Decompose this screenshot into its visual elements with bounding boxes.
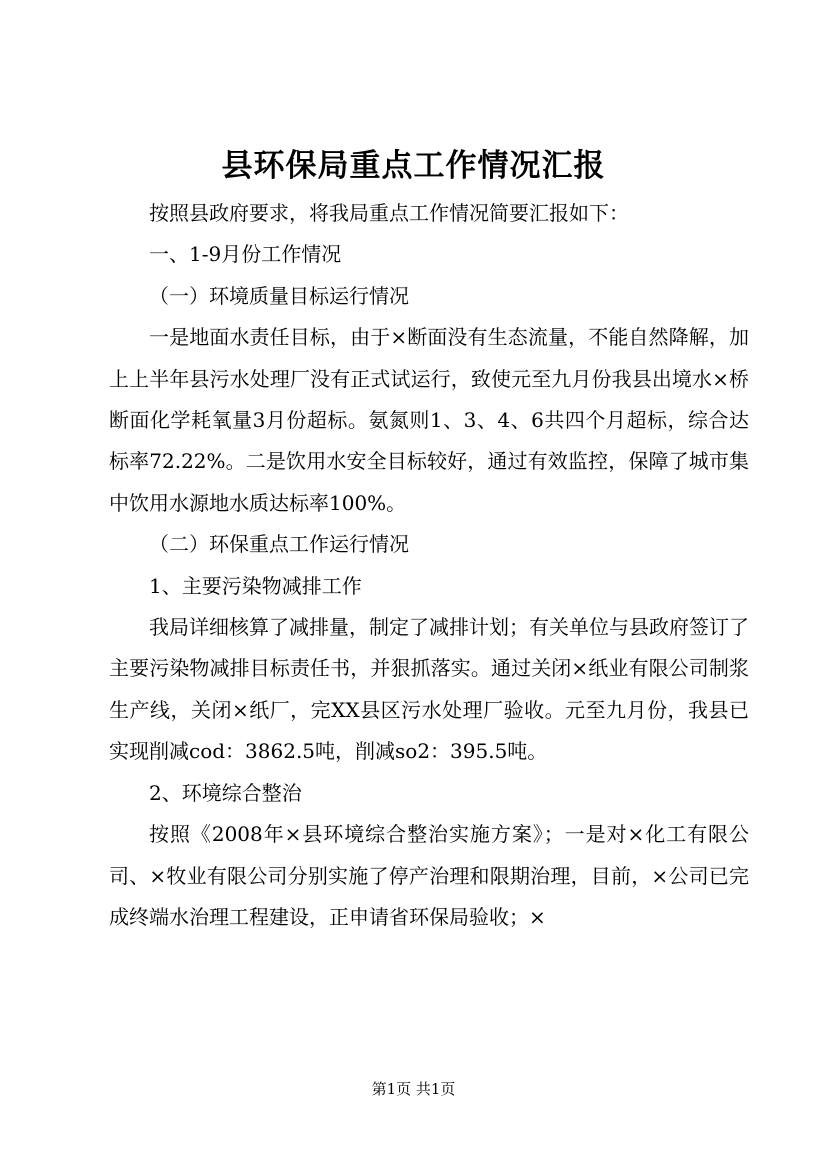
- section-heading: 一、1-9月份工作情况: [149, 242, 342, 267]
- intro-paragraph: 按照县政府要求，将我局重点工作情况简要汇报如下：: [149, 201, 629, 225]
- item-heading: 2、环境综合整治: [149, 780, 302, 805]
- page-footer: 第1页 共1页: [371, 1080, 456, 1098]
- body-paragraph: 一是地面水责任目标，由于×断面没有生态流量，不能自然降解，加上上半年县污水处理厂没有正式试运行，致使元至九月份我县出境水×桥断面化学耗氧量3月份超标。氨氮则1、3、4、6共四个月超标，综合达标率72.22%。二是饮用水安全目标较好，通过有效监控，保障了城市集中饮用水源地水质达标率100%。: [109, 325, 749, 515]
- subsection-heading: （二）环保重点工作运行情况: [149, 532, 409, 557]
- body-paragraph: 按照《2008年×县环境综合整治实施方案》；一是对×化工有限公司、×牧业有限公司分别实施了停产治理和限期治理，目前，×公司已完成终端水治理工程建设，正申请省环保局验收；×: [109, 822, 749, 929]
- document-title: 县环保局重点工作情况汇报: [221, 148, 606, 184]
- body-paragraph: 我局详细核算了减排量，制定了减排计划；有关单位与县政府签订了主要污染物减排目标责任书，并狠抓落实。通过关闭×纸业有限公司制浆生产线，关闭×纸厂，完XX县区污水处理厂验收。元至九月份，我县已实现削减cod：3862.5吨，削减so2：395.5吨。: [109, 615, 749, 764]
- document-body: [109, 193, 749, 938]
- subsection-heading: （一）环境质量目标运行情况: [149, 283, 409, 308]
- item-heading: 1、主要污染物减排工作: [149, 573, 362, 598]
